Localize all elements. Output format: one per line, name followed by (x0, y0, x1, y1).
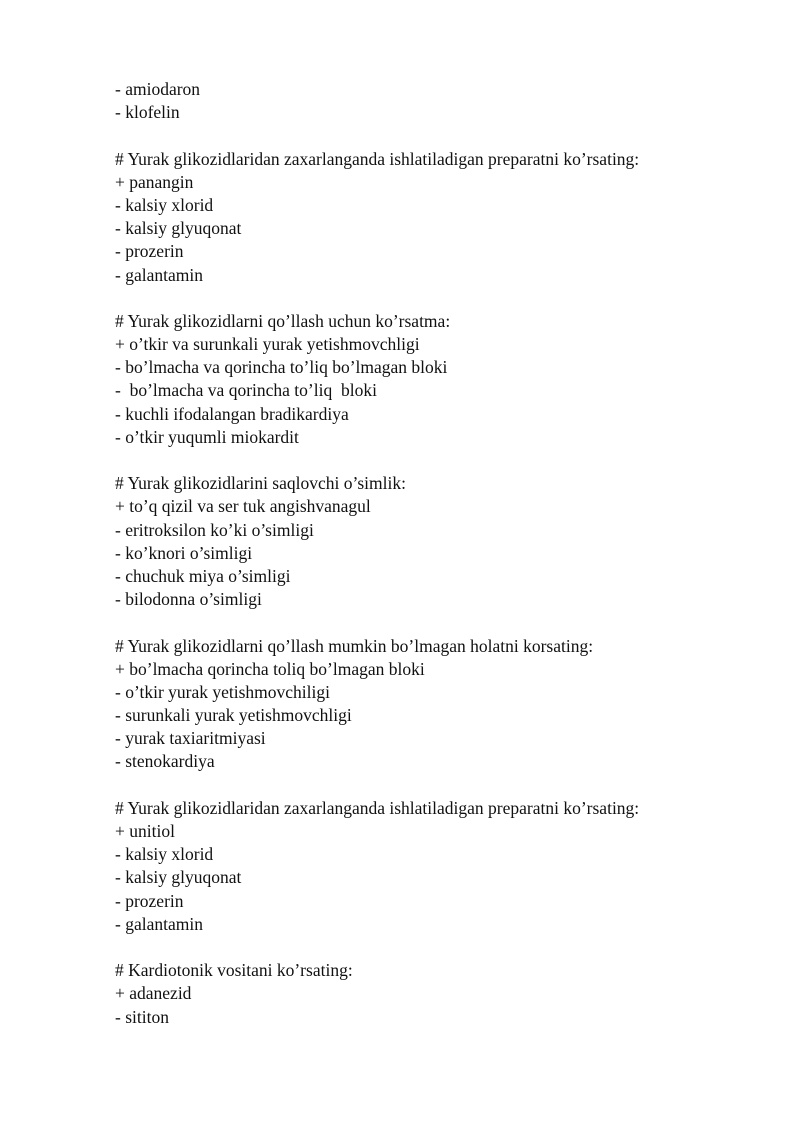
option-line: - o’tkir yurak yetishmovchiligi (115, 681, 330, 702)
option-line: - bo’lmacha va qorincha to’liq bloki (115, 380, 377, 401)
question-heading: # Yurak glikozidlarni qo’llash mumkin bo’lmagan holatni korsating: (115, 635, 594, 656)
option-line: - kalsiy glyuqonat (115, 867, 242, 888)
correct-answer: + bo’lmacha qorincha toliq bo’lmagan bloki (115, 658, 425, 679)
option-line: - kalsiy xlorid (115, 844, 214, 865)
option-line: - sititon (115, 1006, 169, 1027)
correct-answer: + adanezid (115, 983, 192, 1004)
option-line: - surunkali yurak yetishmovchligi (115, 705, 352, 726)
question-heading: # Yurak glikozidlarni qo’llash uchun ko’rsatma: (115, 310, 451, 331)
question-heading: # Yurak glikozidlaridan zaxarlanganda ishlatiladigan preparatni ko’rsating: (115, 797, 640, 818)
option-line: - kalsiy glyuqonat (115, 218, 242, 239)
option-line: - kuchli ifodalangan bradikardiya (115, 403, 349, 424)
option-line: - kalsiy xlorid (115, 194, 214, 215)
option-line: - prozerin (115, 241, 184, 262)
option-line: - bilodonna o’simligi (115, 589, 262, 610)
option-line: - stenokardiya (115, 751, 215, 772)
option-line: - galantamin (115, 264, 203, 285)
option-line: - ko’knori o’simligi (115, 542, 253, 563)
correct-answer: + panangin (115, 171, 194, 192)
option-line: - galantamin (115, 913, 203, 934)
correct-answer: + o’tkir va surunkali yurak yetishmovchligi (115, 334, 420, 355)
correct-answer: + to’q qizil va ser tuk angishvanagul (115, 496, 371, 517)
option-line: - prozerin (115, 890, 184, 911)
option-line: - yurak taxiaritmiyasi (115, 728, 266, 749)
option-line: - klofelin (115, 102, 180, 123)
question-heading: # Kardiotonik vositani ko’rsating: (115, 960, 353, 981)
option-line: - eritroksilon ko’ki o’simligi (115, 519, 314, 540)
option-line: - bo’lmacha va qorincha to’liq bo’lmagan bloki (115, 357, 448, 378)
document-page (115, 78, 775, 1029)
question-heading: # Yurak glikozidlaridan zaxarlanganda ishlatiladigan preparatni ko’rsating: (115, 148, 640, 169)
question-heading: # Yurak glikozidlarini saqlovchi o’simlik: (115, 473, 406, 494)
option-line: - o’tkir yuqumli miokardit (115, 426, 299, 447)
option-line: - amiodaron (115, 79, 201, 99)
correct-answer: + unitiol (115, 821, 175, 841)
option-line: - chuchuk miya o’simligi (115, 565, 291, 586)
